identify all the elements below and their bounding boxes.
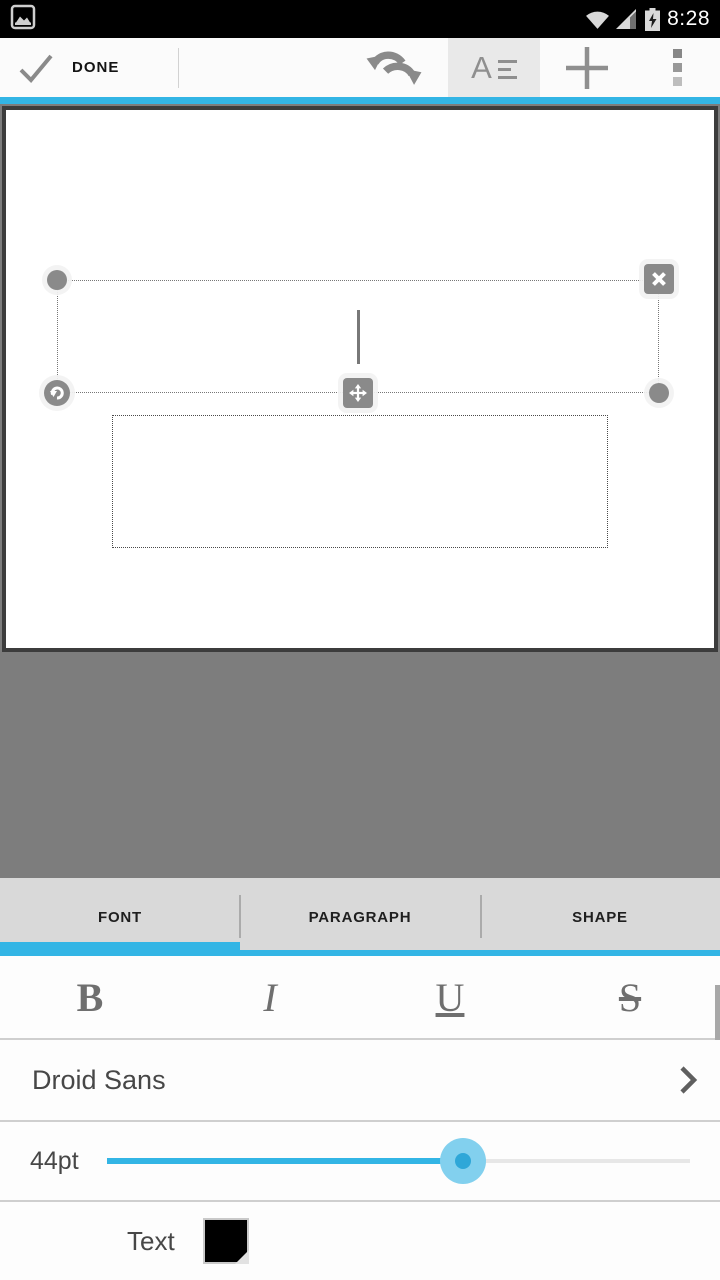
tab-font-label: FONT [97,908,143,926]
tab-shape[interactable] [480,878,720,956]
italic-label: I [263,974,277,1020]
format-text-button[interactable] [448,38,540,97]
status-indicators [585,7,710,31]
italic-button[interactable] [180,956,360,1038]
bold-label: B [76,974,104,1020]
status-bar [0,0,720,38]
placeholder-text-box[interactable] [112,415,608,548]
overflow-menu-icon [673,49,682,86]
font-size-value: 44pt [30,1146,79,1175]
font-family-row[interactable] [0,1040,720,1122]
underline-label: U [435,974,465,1020]
strikethrough-button[interactable] [540,956,720,1038]
chevron-right-icon [678,1065,698,1095]
text-cursor [357,310,360,364]
rotate-handle[interactable] [44,380,70,406]
bold-button[interactable] [0,956,180,1038]
resize-handle-dot [649,383,669,403]
action-toolbar [0,38,720,97]
done-label: DONE [72,59,120,76]
font-size-slider[interactable] [107,1137,690,1185]
move-icon [343,378,373,408]
rotate-icon [44,380,70,406]
tab-paragraph-label: PARAGRAPH [308,908,412,926]
font-size-slider-thumb[interactable] [440,1138,486,1184]
format-tab-bar [0,878,720,956]
clock: 8:28 [667,7,710,30]
tab-shape-label: SHAPE [572,908,628,926]
undo-redo-button[interactable] [352,38,436,97]
font-size-slider-fill [107,1158,463,1164]
tab-font[interactable] [0,878,240,956]
font-size-row [0,1122,720,1202]
text-style-row [0,956,720,1040]
toolbar-divider [178,48,179,88]
done-button[interactable] [18,38,178,97]
slide-canvas[interactable] [0,104,720,878]
image-notification-icon [10,4,36,35]
font-panel [0,956,720,1280]
resize-handle-dot [47,270,67,290]
tab-divider [480,895,482,938]
close-icon [644,264,674,294]
overflow-menu-button[interactable] [634,38,720,97]
plus-icon [564,45,610,91]
underline-button[interactable] [360,956,540,1038]
text-color-row [0,1202,720,1280]
move-handle[interactable] [343,378,373,408]
tab-divider [239,895,241,938]
delete-object-button[interactable] [644,264,674,294]
text-color-swatch[interactable] [203,1218,249,1264]
check-icon [18,53,54,83]
toolbar-accent-bar [0,97,720,104]
format-text-icon: A [471,52,517,83]
add-button[interactable] [544,38,630,97]
text-color-label: Text [127,1225,175,1256]
battery-charging-icon [645,8,660,31]
strikethrough-label: S [618,974,642,1020]
wifi-icon [585,9,610,30]
resize-handle-bottom-right[interactable] [649,383,669,403]
font-family-value: Droid Sans [32,1064,166,1095]
panel-scrollbar[interactable] [715,985,720,1040]
tab-paragraph[interactable] [240,878,480,956]
resize-handle-top-left[interactable] [47,270,67,290]
undo-redo-icon [365,49,423,87]
cell-signal-icon [615,9,637,29]
